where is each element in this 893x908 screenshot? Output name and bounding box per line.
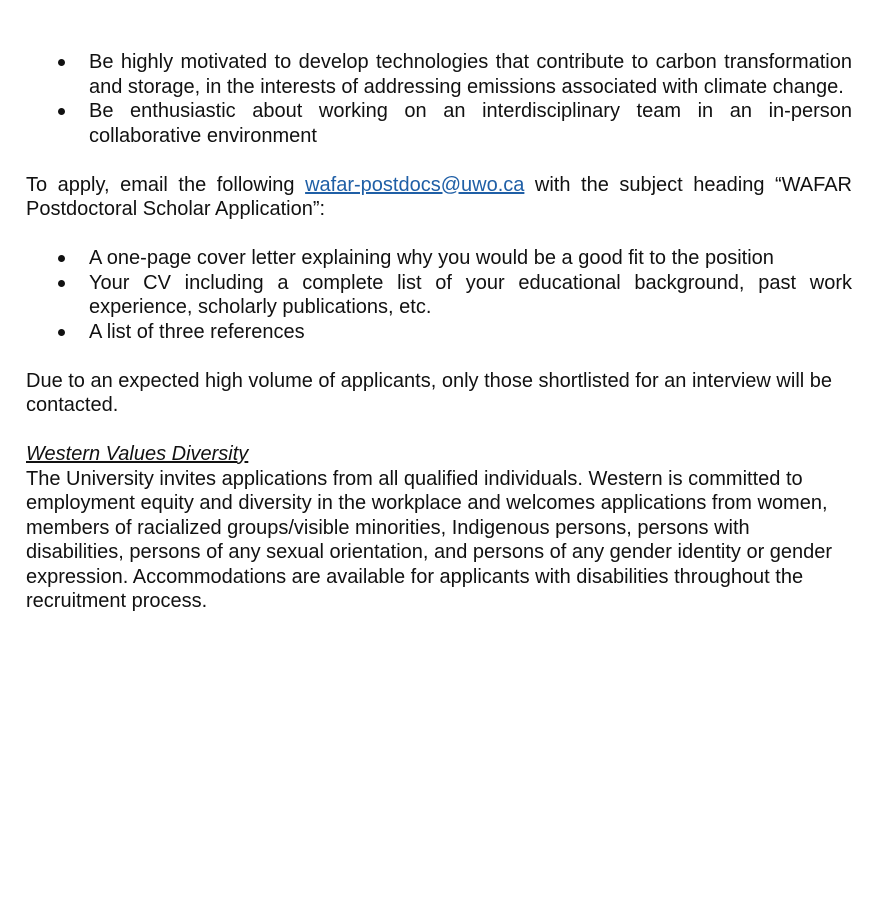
apply-prefix: To apply, email the following (26, 173, 306, 196)
list-item-text: Be highly motivated to develop technologies that contribute to carbon transformation and storage, in the interests of addressing emissions associated with climate change. (89, 51, 852, 98)
list-item (26, 50, 852, 99)
list-item-text: A list of three references (89, 320, 305, 343)
bullet-icon (58, 255, 65, 262)
bullet-icon (58, 329, 65, 336)
requirements-list (26, 50, 852, 148)
list-item-text: Your CV including a complete list of your educational background, past work experience, scholarly publications, etc. (89, 271, 852, 318)
documents-list (26, 246, 852, 344)
bullet-icon (58, 280, 65, 287)
list-item-text: A one-page cover letter explaining why you would be a good fit to the position (89, 247, 774, 269)
apply-suffix: with the subject heading “WAFAR Postdoctoral Scholar Application”: (26, 173, 853, 220)
bullet-icon (58, 59, 65, 66)
document-page (26, 50, 852, 614)
list-item (26, 271, 852, 320)
list-item (26, 320, 852, 345)
list-item-text: Be enthusiastic about working on an interdisciplinary team in an in-person collaborative environment (89, 100, 852, 147)
volume-note: Due to an expected high volume of applicants, only those shortlisted for an interview will be contacted. (26, 369, 833, 416)
diversity-body: The University invites applications from all qualified individuals. Western is committed to employment equity and diversity in the workplace and welcomes applications from women, members of racialized groups/visible minorities, Indigenous persons, persons with disabilities, persons of any sexual orientation, and persons of any gender identity or gender expression. Accommodations are available for applicants with disabilities throughout the recruitment process. (26, 467, 833, 612)
list-item (26, 246, 852, 271)
bullet-icon (58, 108, 65, 115)
diversity-heading: Western Values Diversity (26, 443, 249, 465)
list-item (26, 99, 852, 148)
apply-instructions (26, 173, 852, 222)
email-link[interactable]: wafar-postdocs@uwo.ca (305, 173, 525, 196)
